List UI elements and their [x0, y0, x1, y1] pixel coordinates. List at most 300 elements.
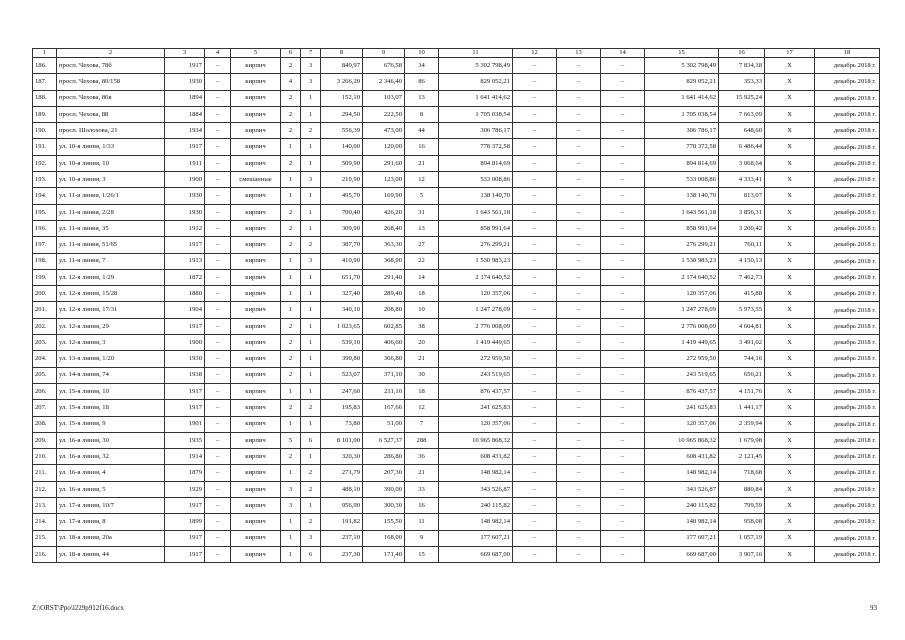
table-cell: 38	[405, 318, 439, 334]
table-cell: кирпич	[231, 188, 281, 204]
table-cell: –	[513, 400, 557, 416]
table-cell: 276 299,21	[645, 237, 719, 253]
table-cell: 286,80	[363, 449, 405, 465]
table-cell: 1	[301, 188, 321, 204]
table-cell: кирпич	[231, 74, 281, 90]
table-cell: 148 982,14	[645, 465, 719, 481]
table-cell: 120 357,06	[439, 286, 513, 302]
table-cell: X	[765, 269, 815, 285]
table-cell: –	[205, 74, 231, 90]
table-cell: 1935	[165, 432, 205, 448]
table-cell: 2	[301, 123, 321, 139]
table-cell: 7 462,73	[719, 269, 765, 285]
table-cell: 3	[301, 74, 321, 90]
table-cell: декабрь 2018 г.	[815, 58, 880, 74]
table-cell: кирпич	[231, 58, 281, 74]
table-cell: 956,90	[321, 498, 363, 514]
header-cell: 4	[205, 49, 231, 58]
table-row	[33, 106, 880, 122]
table-cell: 1913	[165, 253, 205, 269]
table-cell: декабрь 2018 г.	[815, 367, 880, 383]
table-cell: 240 115,82	[645, 498, 719, 514]
table-cell: 20	[405, 335, 439, 351]
table-cell: кирпич	[231, 432, 281, 448]
table-cell: 320,30	[321, 449, 363, 465]
table-cell: 8	[405, 106, 439, 122]
table-cell: декабрь 2018 г.	[815, 90, 880, 106]
table-cell: декабрь 2018 г.	[815, 155, 880, 171]
table-row	[33, 204, 880, 220]
table-cell: –	[513, 253, 557, 269]
table-cell: ул. 11-я линия, 1/26/1	[57, 188, 165, 204]
table-cell: декабрь 2018 г.	[815, 465, 880, 481]
table-cell: –	[601, 514, 645, 530]
table-cell: 533 008,86	[645, 172, 719, 188]
table-cell: –	[601, 74, 645, 90]
table-cell: –	[601, 546, 645, 562]
table-cell: –	[205, 204, 231, 220]
table-cell: –	[557, 530, 601, 546]
table-cell: 2	[281, 123, 301, 139]
table-cell: кирпич	[231, 530, 281, 546]
table-cell: –	[513, 318, 557, 334]
table-cell: 539,10	[321, 335, 363, 351]
table-cell: 1 530 983,23	[645, 253, 719, 269]
header-cell: 16	[719, 49, 765, 58]
table-cell: 243 519,65	[645, 367, 719, 383]
table-cell: 237,10	[321, 530, 363, 546]
table-cell: X	[765, 188, 815, 204]
table-cell: 200.	[33, 286, 57, 302]
table-cell: 214.	[33, 514, 57, 530]
table-cell: 1911	[165, 155, 205, 171]
table-cell: кирпич	[231, 498, 281, 514]
table-cell: 207,30	[363, 465, 405, 481]
table-cell: 3 068,64	[719, 155, 765, 171]
table-cell: 2	[281, 318, 301, 334]
table-row	[33, 416, 880, 432]
table-cell: 1930	[165, 351, 205, 367]
table-row	[33, 302, 880, 318]
table-cell: 2	[281, 237, 301, 253]
table-cell: декабрь 2018 г.	[815, 530, 880, 546]
table-cell: 1917	[165, 530, 205, 546]
table-cell: 366,80	[363, 351, 405, 367]
table-row	[33, 514, 880, 530]
table-cell: 2 174 640,52	[645, 269, 719, 285]
table-cell: 13	[405, 90, 439, 106]
table-cell: –	[557, 123, 601, 139]
table-cell: 1	[301, 302, 321, 318]
table-cell: X	[765, 204, 815, 220]
table-cell: –	[557, 204, 601, 220]
table-cell: 272 959,50	[645, 351, 719, 367]
table-cell: 177 607,21	[645, 530, 719, 546]
table-cell: 2	[281, 351, 301, 367]
table-cell: 390,80	[321, 351, 363, 367]
table-cell: 197.	[33, 237, 57, 253]
table-cell: 86	[405, 74, 439, 90]
table-cell: просп. Чехова, 86в	[57, 90, 165, 106]
table-cell: 1	[281, 302, 301, 318]
table-cell: –	[601, 465, 645, 481]
table-cell: 415,88	[719, 286, 765, 302]
table-cell: 1	[301, 449, 321, 465]
table-cell: 1917	[165, 400, 205, 416]
table-cell: 1	[301, 367, 321, 383]
table-cell: 2 776 008,09	[439, 318, 513, 334]
table-cell: –	[601, 416, 645, 432]
table-cell: –	[513, 58, 557, 74]
table-cell: 1	[301, 220, 321, 236]
table-cell: 195,83	[321, 400, 363, 416]
table-cell: 2	[301, 514, 321, 530]
table-cell: 177 607,21	[439, 530, 513, 546]
table-row	[33, 286, 880, 302]
table-cell: –	[205, 139, 231, 155]
table-cell: кирпич	[231, 335, 281, 351]
table-cell: 190.	[33, 123, 57, 139]
table-cell: –	[205, 106, 231, 122]
table-cell: –	[513, 302, 557, 318]
table-cell: –	[557, 220, 601, 236]
table-header	[33, 49, 880, 58]
table-cell: 1930	[165, 204, 205, 220]
table-cell: смешанные	[231, 172, 281, 188]
table-cell: 1 705 038,54	[645, 106, 719, 122]
table-cell: 1	[301, 204, 321, 220]
table-cell: X	[765, 416, 815, 432]
table-cell: ул. 11-я линия, 2/28	[57, 204, 165, 220]
table-cell: –	[601, 286, 645, 302]
table-cell: –	[557, 498, 601, 514]
table-cell: X	[765, 172, 815, 188]
table-cell: –	[557, 383, 601, 399]
table-cell: 44	[405, 123, 439, 139]
table-cell: 31	[405, 204, 439, 220]
table-cell: 14	[405, 269, 439, 285]
table-cell: 208.	[33, 416, 57, 432]
table-cell: 760,11	[719, 237, 765, 253]
table-cell: 2	[301, 465, 321, 481]
table-cell: 21	[405, 155, 439, 171]
table-cell: 2 174 640,52	[439, 269, 513, 285]
table-cell: X	[765, 481, 815, 497]
table-cell: кирпич	[231, 253, 281, 269]
table-cell: –	[557, 318, 601, 334]
table-cell: –	[205, 367, 231, 383]
table-cell: 5 302 798,49	[645, 58, 719, 74]
table-cell: 958,08	[719, 514, 765, 530]
table-cell: 2	[281, 220, 301, 236]
table-row	[33, 383, 880, 399]
table-cell: декабрь 2018 г.	[815, 449, 880, 465]
table-cell: 1 705 038,54	[439, 106, 513, 122]
table-cell: 406,60	[363, 335, 405, 351]
table-cell: 1	[301, 318, 321, 334]
table-cell: 194.	[33, 188, 57, 204]
table-cell: 6 527,37	[363, 432, 405, 448]
table-cell: –	[513, 237, 557, 253]
table-cell: –	[557, 465, 601, 481]
table-cell: декабрь 2018 г.	[815, 481, 880, 497]
table-cell: –	[601, 367, 645, 383]
table-cell: 829 052,21	[645, 74, 719, 90]
table-cell: 4 333,41	[719, 172, 765, 188]
table-cell: 2 776 008,09	[645, 318, 719, 334]
table-cell: 1917	[165, 58, 205, 74]
header-row	[33, 49, 880, 58]
table-cell: кирпич	[231, 302, 281, 318]
table-cell: –	[513, 188, 557, 204]
table-cell: 213.	[33, 498, 57, 514]
table-row	[33, 237, 880, 253]
header-cell: 6	[281, 49, 301, 58]
table-row	[33, 172, 880, 188]
table-cell: 3 856,31	[719, 204, 765, 220]
table-cell: X	[765, 498, 815, 514]
table-cell: ул. 12-я линия, 17/31	[57, 302, 165, 318]
table-cell: X	[765, 449, 815, 465]
table-cell: кирпич	[231, 204, 281, 220]
table-cell: 1930	[165, 74, 205, 90]
table-cell: 207.	[33, 400, 57, 416]
table-cell: –	[601, 498, 645, 514]
table-cell: 4	[281, 74, 301, 90]
table-cell: 16	[405, 498, 439, 514]
table-cell: 1 441,17	[719, 400, 765, 416]
table-cell: 2	[281, 335, 301, 351]
table-cell: декабрь 2018 г.	[815, 416, 880, 432]
table-cell: 1	[301, 106, 321, 122]
table-cell: 880,84	[719, 481, 765, 497]
table-cell: –	[557, 449, 601, 465]
table-cell: 1	[301, 269, 321, 285]
table-cell: 876 437,57	[645, 383, 719, 399]
table-cell: –	[205, 58, 231, 74]
table-cell: –	[513, 286, 557, 302]
table-cell: 171,40	[363, 546, 405, 562]
table-cell: кирпич	[231, 465, 281, 481]
table-cell: 21	[405, 465, 439, 481]
table-cell: декабрь 2018 г.	[815, 432, 880, 448]
table-cell: 648,60	[719, 123, 765, 139]
table-cell: –	[513, 383, 557, 399]
table-cell: 778 372,58	[439, 139, 513, 155]
table-cell: 3 266,20	[321, 74, 363, 90]
table-cell: декабрь 2018 г.	[815, 514, 880, 530]
table-cell: 1872	[165, 269, 205, 285]
table-cell: 1904	[165, 302, 205, 318]
table-cell: 203.	[33, 335, 57, 351]
table-cell: 30	[405, 367, 439, 383]
table-cell: –	[601, 220, 645, 236]
table-cell: 1 247 278,09	[439, 302, 513, 318]
table-cell: 212.	[33, 481, 57, 497]
table-cell: 849,97	[321, 58, 363, 74]
table-cell: декабрь 2018 г.	[815, 139, 880, 155]
table-cell: –	[513, 449, 557, 465]
table-cell: –	[513, 172, 557, 188]
table-cell: 208,80	[363, 302, 405, 318]
table-cell: –	[205, 449, 231, 465]
table-cell: 1 023,65	[321, 318, 363, 334]
table-cell: 1 643 561,18	[645, 204, 719, 220]
table-cell: 10	[405, 302, 439, 318]
table-cell: 1917	[165, 498, 205, 514]
table-cell: 6	[301, 432, 321, 448]
table-cell: 5	[281, 432, 301, 448]
table-cell: 858 991,64	[645, 220, 719, 236]
table-cell: 1917	[165, 237, 205, 253]
table-cell: –	[513, 139, 557, 155]
table-cell: 1 530 983,23	[439, 253, 513, 269]
table-cell: –	[557, 546, 601, 562]
table-cell: 1	[301, 416, 321, 432]
table-cell: 1 643 561,18	[439, 204, 513, 220]
table-cell: 894 814,69	[439, 155, 513, 171]
table-cell: 33	[405, 481, 439, 497]
table-cell: 371,10	[363, 367, 405, 383]
table-cell: X	[765, 400, 815, 416]
table-cell: декабрь 2018 г.	[815, 220, 880, 236]
table-cell: декабрь 2018 г.	[815, 74, 880, 90]
table-cell: 1	[281, 139, 301, 155]
table-cell: декабрь 2018 г.	[815, 172, 880, 188]
table-cell: –	[601, 155, 645, 171]
table-cell: –	[513, 367, 557, 383]
table-cell: –	[205, 465, 231, 481]
table-cell: 148 982,14	[645, 514, 719, 530]
table-cell: 16	[405, 139, 439, 155]
table-cell: –	[557, 106, 601, 122]
table-cell: 15 925,24	[719, 90, 765, 106]
table-cell: 5 302 798,49	[439, 58, 513, 74]
table-cell: 201.	[33, 302, 57, 318]
header-cell: 10	[405, 49, 439, 58]
table-cell: –	[205, 514, 231, 530]
table-cell: 3	[301, 172, 321, 188]
table-cell: 509,90	[321, 155, 363, 171]
table-cell: 189.	[33, 106, 57, 122]
table-cell: X	[765, 106, 815, 122]
table-cell: –	[513, 351, 557, 367]
table-cell: –	[205, 237, 231, 253]
table-cell: 120 357,06	[645, 286, 719, 302]
table-cell: ул. 16-я линия, 30	[57, 432, 165, 448]
table-cell: кирпич	[231, 155, 281, 171]
table-cell: 1884	[165, 106, 205, 122]
table-cell: X	[765, 432, 815, 448]
table-cell: –	[513, 514, 557, 530]
table-cell: –	[601, 351, 645, 367]
table-cell: 204.	[33, 351, 57, 367]
table-cell: –	[205, 416, 231, 432]
table-cell: 368,90	[363, 253, 405, 269]
table-cell: –	[557, 302, 601, 318]
table-cell: 188.	[33, 90, 57, 106]
table-cell: –	[205, 400, 231, 416]
table-cell: ул. 10-я линия, 10	[57, 155, 165, 171]
table-cell: X	[765, 155, 815, 171]
table-cell: –	[513, 416, 557, 432]
table-cell: 1	[301, 351, 321, 367]
table-cell: кирпич	[231, 269, 281, 285]
table-cell: X	[765, 302, 815, 318]
table-row	[33, 546, 880, 562]
table-cell: 343 526,87	[645, 481, 719, 497]
table-cell: –	[513, 481, 557, 497]
table-cell: 556,39	[321, 123, 363, 139]
table-cell: –	[205, 302, 231, 318]
table-cell: 363,30	[363, 237, 405, 253]
table-cell: –	[601, 269, 645, 285]
table-cell: –	[601, 400, 645, 416]
table-cell: 6 486,44	[719, 139, 765, 155]
table-cell: 669 687,00	[439, 546, 513, 562]
table-cell: 294,50	[321, 106, 363, 122]
table-cell: –	[205, 432, 231, 448]
table-cell: 2	[281, 155, 301, 171]
table-cell: кирпич	[231, 351, 281, 367]
table-cell: –	[205, 546, 231, 562]
table-cell: ул. 11-я линия, 51/65	[57, 237, 165, 253]
table-cell: 1	[281, 269, 301, 285]
document-sheet	[32, 48, 879, 563]
table-cell: X	[765, 139, 815, 155]
table-cell: 1 419 449,65	[439, 335, 513, 351]
table-cell: 138 140,70	[645, 188, 719, 204]
table-cell: 1	[301, 155, 321, 171]
table-cell: 669 687,00	[645, 546, 719, 562]
table-cell: –	[601, 318, 645, 334]
table-cell: 813,07	[719, 188, 765, 204]
table-cell: декабрь 2018 г.	[815, 123, 880, 139]
table-cell: ул. 17-я линия, 8	[57, 514, 165, 530]
table-cell: 1	[281, 416, 301, 432]
table-cell: ул. 15-я линия, 18	[57, 400, 165, 416]
table-cell: –	[601, 432, 645, 448]
table-body	[33, 58, 880, 563]
table-row	[33, 188, 880, 204]
table-cell: 1	[281, 465, 301, 481]
table-cell: 718,68	[719, 465, 765, 481]
table-cell: кирпич	[231, 400, 281, 416]
table-cell: 168,00	[363, 530, 405, 546]
table-cell: 2 121,45	[719, 449, 765, 465]
table-cell: 327,40	[321, 286, 363, 302]
table-cell: 6	[301, 546, 321, 562]
header-cell: 2	[57, 49, 165, 58]
header-cell: 11	[439, 49, 513, 58]
table-cell: декабрь 2018 г.	[815, 383, 880, 399]
header-cell: 3	[165, 49, 205, 58]
table-cell: 205.	[33, 367, 57, 383]
table-cell: 1917	[165, 383, 205, 399]
table-cell: 1929	[165, 481, 205, 497]
table-cell: –	[601, 383, 645, 399]
table-cell: декабрь 2018 г.	[815, 400, 880, 416]
table-cell: 1930	[165, 188, 205, 204]
header-cell: 9	[363, 49, 405, 58]
table-row	[33, 58, 880, 74]
table-cell: –	[513, 465, 557, 481]
table-cell: –	[601, 237, 645, 253]
table-cell: 291,60	[363, 155, 405, 171]
table-row	[33, 90, 880, 106]
table-row	[33, 220, 880, 236]
table-cell: –	[601, 204, 645, 220]
